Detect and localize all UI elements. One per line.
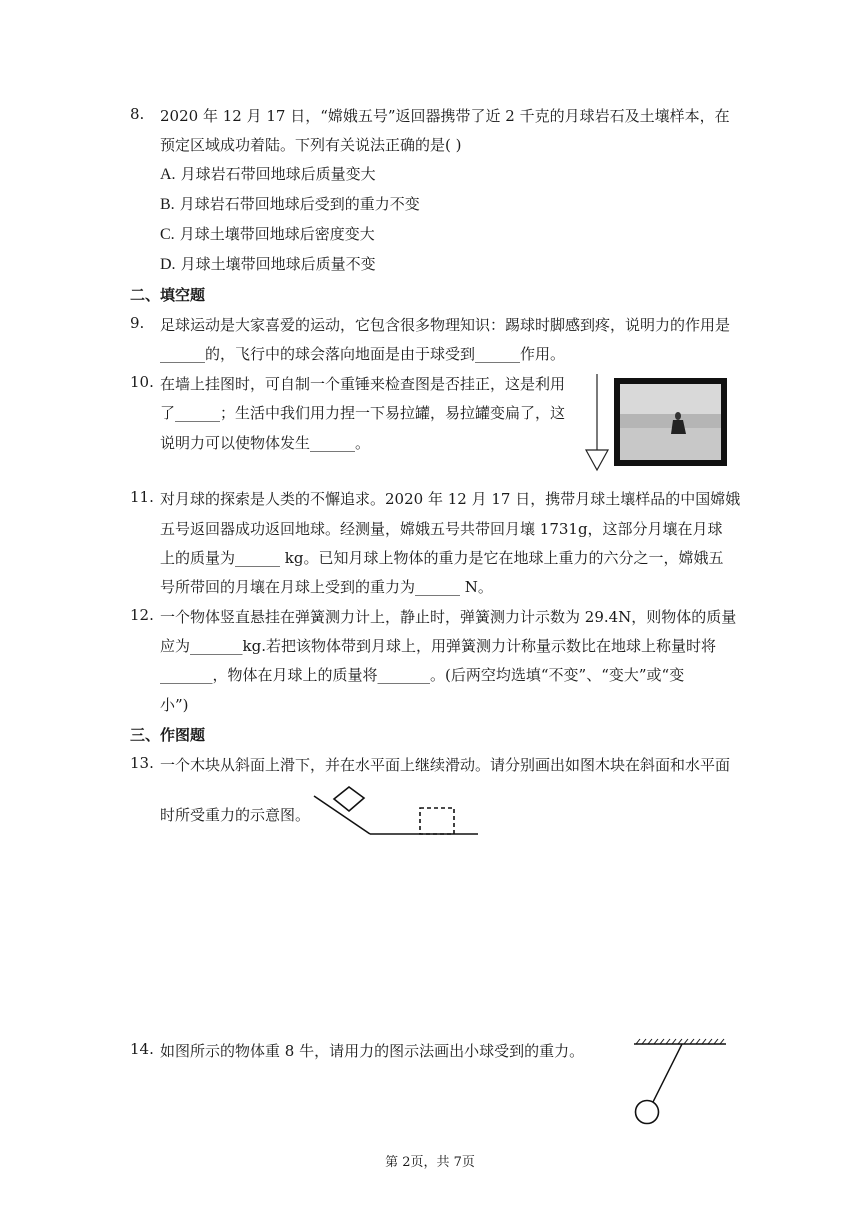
question-10-line-2: 了______；生活中我们用力捏一下易拉罐，易拉罐变扁了，这 xyxy=(160,404,566,422)
picture-sea xyxy=(620,414,721,428)
option-b xyxy=(160,193,420,214)
question-11-line-1: 对月球的探索是人类的不懈追求。2020 年 12 月 17 日，携带月球土壤样品的中国嫦娥 xyxy=(160,490,741,508)
option-text: 月球岩石带回地球后质量变大 xyxy=(180,165,376,183)
question-11-line-3: 上的质量为______ kg。已知月球上物体的重力是它在地球上重力的六分之一，嫦娥五 xyxy=(160,549,724,567)
page-footer: 第 2页，共 7页 xyxy=(385,1155,475,1170)
question-11-line-4: 号所带回的月壤在月球上受到的重力为______ N。 xyxy=(160,578,493,596)
plumb-bob-figure xyxy=(580,372,730,472)
incline-figure xyxy=(312,784,482,840)
question-10-line-3: 说明力可以使物体发生______。 xyxy=(160,434,371,452)
question-10-number: 10. xyxy=(130,373,154,391)
section-heading-fill-in: 二、填空题 xyxy=(130,286,206,304)
question-8-number: 8. xyxy=(130,105,145,123)
option-a xyxy=(160,163,376,184)
option-letter: C. xyxy=(160,226,175,243)
picture-figure-head xyxy=(675,412,681,420)
question-12-line-1: 一个物体竖直悬挂在弹簧测力计上，静止时，弹簧测力计示数为 29.4N，则物体的质量 xyxy=(160,608,737,626)
option-c xyxy=(160,223,375,244)
question-9-line-2: ______的，飞行中的球会落向地面是由于球受到______作用。 xyxy=(160,345,566,363)
question-14-line-1: 如图所示的物体重 8 牛，请用力的图示法画出小球受到的重力。 xyxy=(160,1042,585,1060)
question-9-number: 9. xyxy=(130,314,145,332)
option-text: 月球岩石带回地球后受到的重力不变 xyxy=(179,195,420,213)
pendulum-figure xyxy=(632,1036,730,1128)
picture-sand xyxy=(620,428,721,460)
option-letter: B. xyxy=(160,196,175,213)
question-11-number: 11. xyxy=(130,488,154,506)
question-13-line-2: 时所受重力的示意图。 xyxy=(160,806,311,824)
section-heading-drawing: 三、作图题 xyxy=(130,726,206,744)
question-8-line-1: 2020 年 12 月 17 日，“嫦娥五号”返回器携带了近 2 千克的月球岩石及土壤样本，在 xyxy=(160,107,730,125)
question-12-number: 12. xyxy=(130,606,154,624)
question-10-line-1: 在墙上挂图时，可自制一个重锤来检查图是否挂正，这是利用 xyxy=(160,375,566,393)
block-on-horizontal xyxy=(420,808,454,834)
question-12-line-2: 应为_______kg.若把该物体带到月球上，用弹簧测力计称量示数比在地球上称量时将 xyxy=(160,637,716,655)
picture-sky xyxy=(620,384,721,414)
option-d xyxy=(160,253,376,274)
option-letter: D. xyxy=(160,256,176,273)
pendulum-string xyxy=(653,1044,682,1102)
question-8-line-2: 预定区域成功着陆。下列有关说法正确的是( ) xyxy=(160,136,462,154)
question-11-line-2: 五号返回器成功返回地球。经测量，嫦娥五号共带回月壤 1731g，这部分月壤在月球 xyxy=(160,520,723,538)
question-14-number: 14. xyxy=(130,1040,154,1058)
option-text: 月球土壤带回地球后密度变大 xyxy=(179,225,375,243)
question-13-line-1: 一个木块从斜面上滑下，并在水平面上继续滑动。请分别画出如图木块在斜面和水平面 xyxy=(160,756,731,774)
question-12-line-3: _______，物体在月球上的质量将_______。(后两空均选填“不变”、“变大”或“变 xyxy=(160,666,685,684)
plumb-bob xyxy=(586,450,608,470)
question-9-line-1: 足球运动是大家喜爱的运动，它包含很多物理知识：踢球时脚感到疼，说明力的作用是 xyxy=(160,316,731,334)
question-12-line-4: 小”) xyxy=(160,696,189,714)
option-letter: A. xyxy=(160,166,176,183)
option-text: 月球土壤带回地球后质量不变 xyxy=(180,255,376,273)
block-on-incline xyxy=(334,787,364,811)
pendulum-ball xyxy=(636,1101,659,1124)
question-13-number: 13. xyxy=(130,754,154,772)
